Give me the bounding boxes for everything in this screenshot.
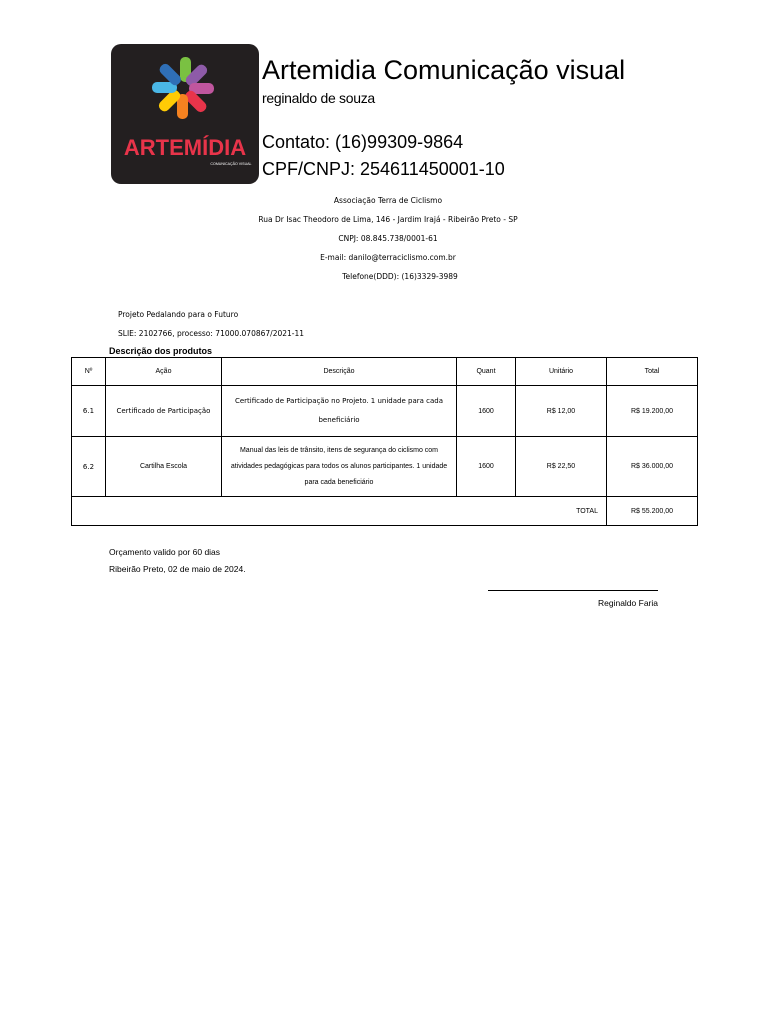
logo-tagline: COMUNICAÇÃO VISUAL <box>210 162 252 166</box>
col-header-action: Ação <box>106 358 222 386</box>
col-header-unit: Unitário <box>516 358 607 386</box>
col-header-num: Nº <box>72 358 106 386</box>
company-name: Artemidia Comunicação visual <box>262 55 626 85</box>
row-description: Manual das leis de trânsito, itens de segurança do ciclismo com atividades pedagógicas para todos os alunos participantes. 1 unidade para cada beneficiário <box>222 437 457 497</box>
row-unit-price: R$ 22,50 <box>516 437 607 497</box>
col-header-description: Descrição <box>222 358 457 386</box>
company-logo <box>111 44 259 184</box>
client-email: E-mail: danilo@terraciclismo.com.br <box>320 253 456 262</box>
col-header-qty: Quant <box>457 358 516 386</box>
client-cnpj: CNPJ: 08.845.738/0001-61 <box>338 234 438 243</box>
col-header-total: Total <box>607 358 698 386</box>
client-phone: Telefone(DDD): (16)3329-3989 <box>342 272 458 281</box>
budget-validity: Orçamento valido por 60 dias <box>109 547 221 557</box>
project-process: SLIE: 2102766, processo: 71000.070867/2021-11 <box>118 329 305 338</box>
row-qty: 1600 <box>457 386 516 437</box>
table-row <box>72 437 698 497</box>
table-total-row <box>72 497 698 526</box>
client-address: Rua Dr Isac Theodoro de Lima, 146 - Jardim Irajá - Ribeirão Preto - SP <box>258 215 518 224</box>
contact-phone: Contato: (16)99309-9864 <box>262 132 464 152</box>
project-name: Projeto Pedalando para o Futuro <box>118 310 239 319</box>
table-header-row <box>72 358 698 386</box>
signature-name: Reginaldo Faria <box>597 598 658 608</box>
owner-name: reginaldo de souza <box>262 90 375 106</box>
row-action: Cartilha Escola <box>106 437 222 497</box>
place-date: Ribeirão Preto, 02 de maio de 2024. <box>109 564 246 574</box>
total-label: TOTAL <box>72 497 607 526</box>
signature-line <box>488 590 658 591</box>
company-cnpj: CPF/CNPJ: 254611450001-10 <box>262 159 505 179</box>
row-num: 6.2 <box>72 437 106 497</box>
products-table <box>71 357 698 526</box>
products-section-title: Descrição dos produtos <box>109 346 213 356</box>
client-name: Associação Terra de Ciclismo <box>333 196 443 205</box>
row-action: Certificado de Participação <box>106 386 222 437</box>
logo-wordmark: ARTEMÍDIA <box>123 135 247 160</box>
total-value: R$ 55.200,00 <box>607 497 698 526</box>
row-description: Certificado de Participação no Projeto. 1 unidade para cada beneficiário <box>222 386 457 437</box>
row-total: R$ 19.200,00 <box>607 386 698 437</box>
row-qty: 1600 <box>457 437 516 497</box>
table-row <box>72 386 698 437</box>
row-unit-price: R$ 12,00 <box>516 386 607 437</box>
row-total: R$ 36.000,00 <box>607 437 698 497</box>
row-num: 6.1 <box>72 386 106 437</box>
